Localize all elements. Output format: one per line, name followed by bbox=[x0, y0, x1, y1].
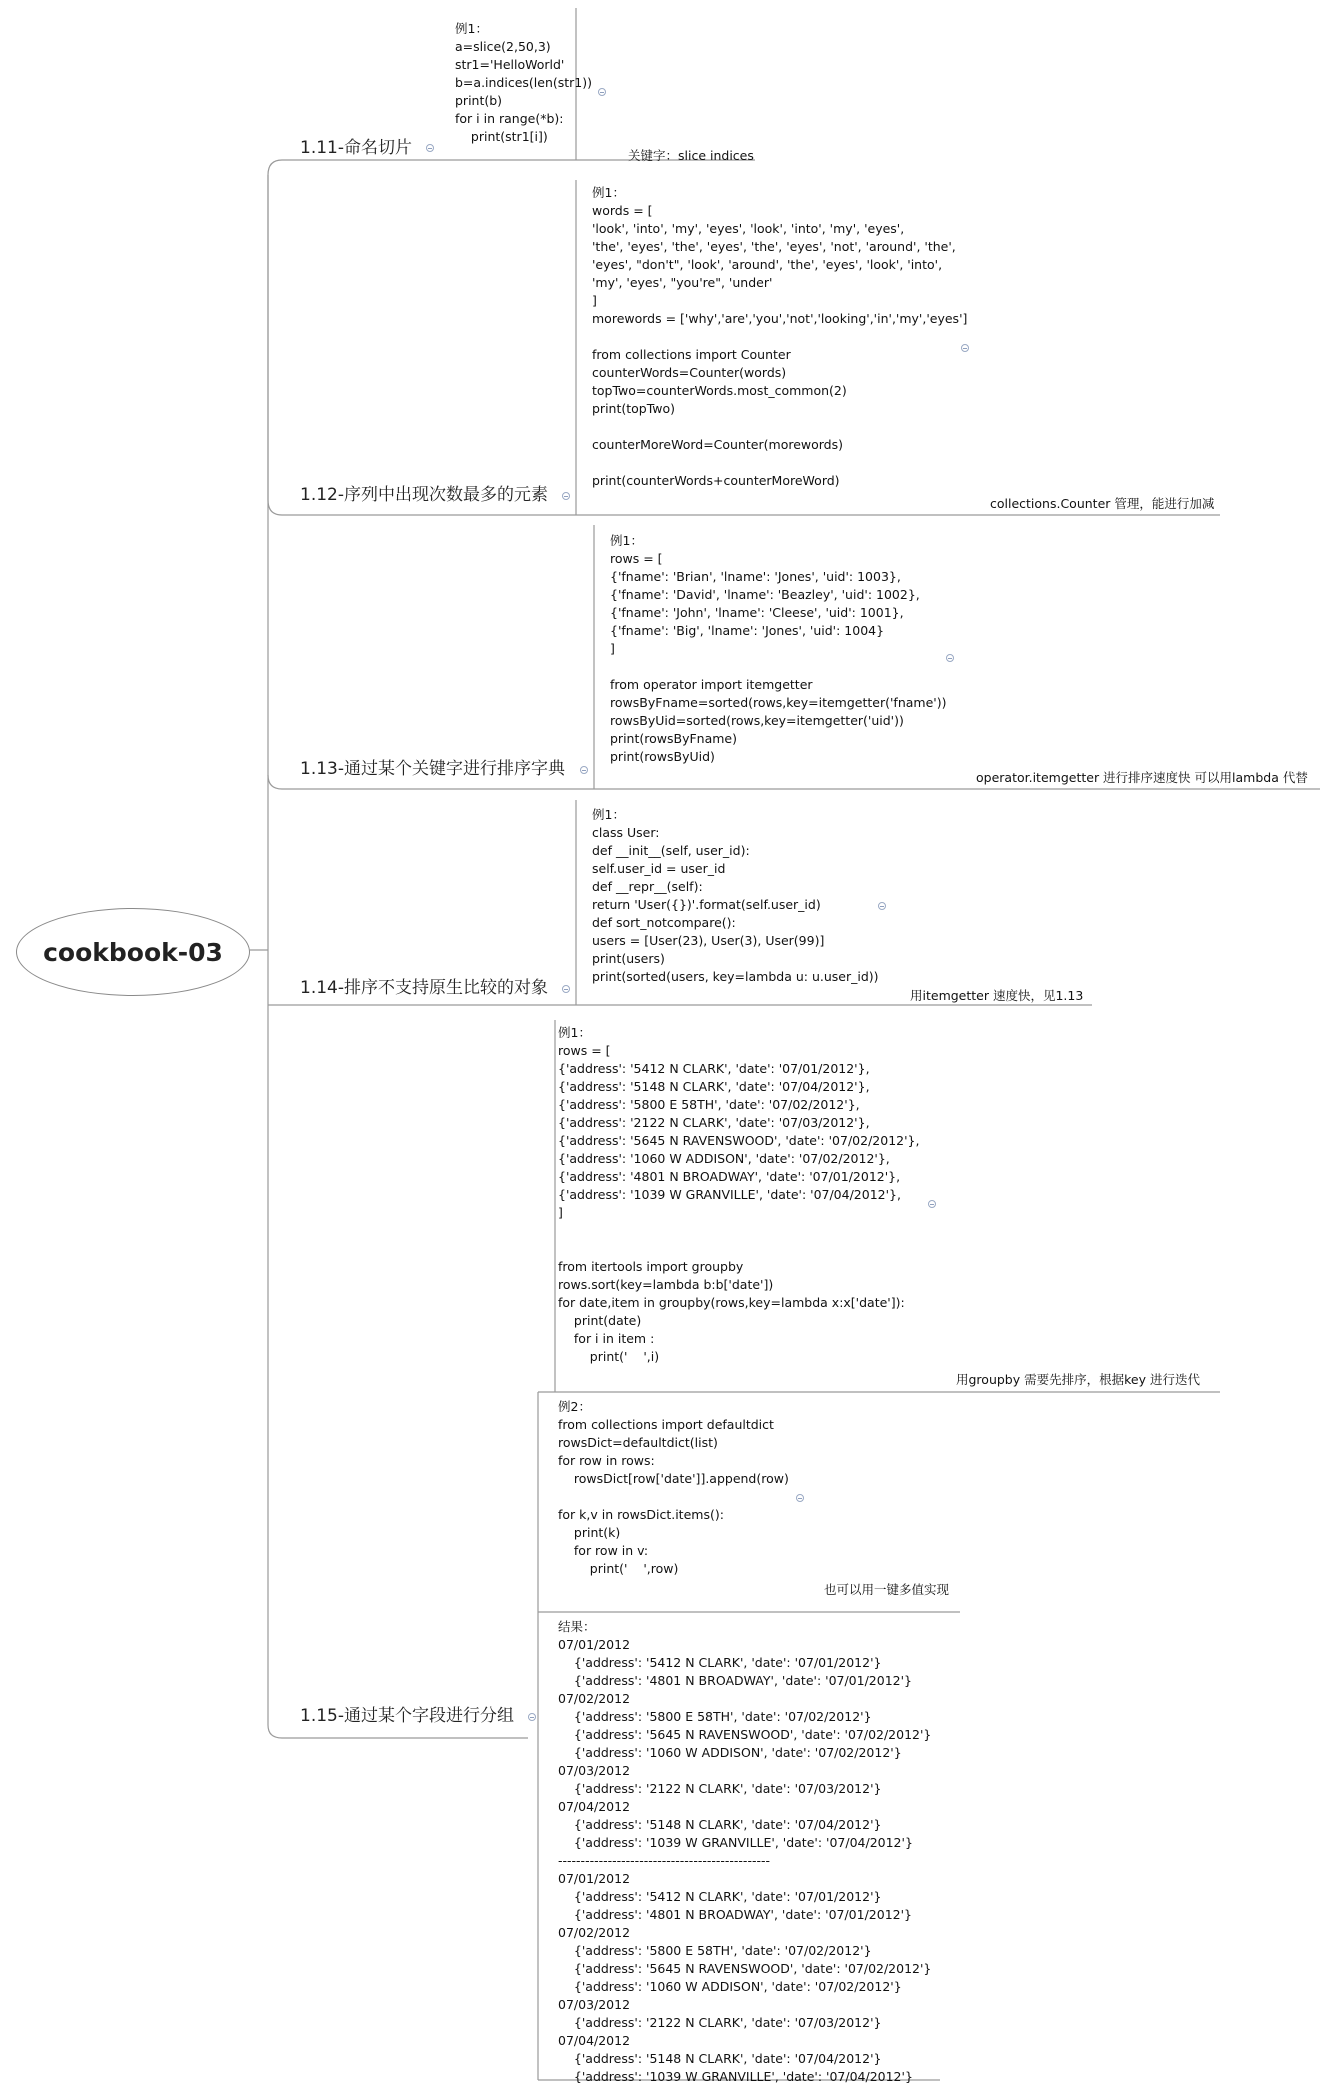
note-1-14: 例1： class User: def __init__(self, user_id): self.user_id = user_id def __repr__(self): return 'User({})'.format(self.user_id) def sort_notcompare(): users = [User(23), User(3), User(99)] print(users) print(sorted(users, key=lambda u: u.user_id)) bbox=[592, 807, 879, 984]
tag-1-14: 用itemgetter 速度快，见1.13 bbox=[910, 988, 1084, 1003]
connector-1-15 bbox=[268, 1725, 528, 1738]
topic-1-12[interactable]: 1.12-序列中出现次数最多的元素 bbox=[300, 485, 548, 505]
collapse-icon[interactable] bbox=[946, 654, 954, 662]
tag-1-11: 关键字：slice indices bbox=[628, 148, 754, 163]
note-1-15-example2: 例2： from collections import defaultdict rowsDict=defaultdict(list) for row in rows: rowsDict[row['date']].append(row) for k,v in rowsDict.items(): print(k) for row in v: print(' ',row) bbox=[558, 1399, 789, 1576]
collapse-icon[interactable] bbox=[878, 902, 886, 910]
collapse-icon[interactable] bbox=[928, 1200, 936, 1208]
collapse-icon[interactable] bbox=[528, 1713, 536, 1721]
collapse-icon[interactable] bbox=[598, 88, 606, 96]
tag-1-15-example1: 用groupby 需要先排序，根据key 进行迭代 bbox=[956, 1372, 1200, 1387]
collapse-icon[interactable] bbox=[562, 985, 570, 993]
note-1-15-result: 结果： 07/01/2012 {'address': '5412 N CLARK', 'date': '07/01/2012'} {'address': '4801 N BROADWAY', 'date': '07/01/2012'} 07/02/2012 {'address': '5800 E 58TH', 'date': '07/02/2012'} {'address': '5645 N RAVENSWOOD', 'date': '07/02/2012'} {'address': '1060 W ADDISON', 'date': '07/02/2012'} 07/03/2012 {'address': '2122 N CLARK', 'date': '07/03/2012'} 07/04/2012 {'address': '5148 N CLARK', 'date': '07/04/2012'} {'address': '1039 W GRANVILLE', 'date': '07/04/2012'} ----------------------------------------------- 07/01/2012 {'address': '5412 N CLARK', 'date': '07/01/2012'} {'address': '4801 N BROADWAY', 'date': '07/01/2012'} 07/02/2012 {'address': '5800 E 58TH', 'date': '07/02/2012'} {'address': '5645 N RAVENSWOOD', 'date': '07/02/2012'} {'address': '1060 W ADDISON', 'date': '07/02/2012'} 07/03/2012 {'address': '2122 N CLARK', 'date': '07/03/2012'} 07/04/2012 {'address': '5148 N CLARK', 'date': '07/04/2012'} {'address': '1039 W GRANVILLE', 'date': '07/04/2012'} bbox=[558, 1619, 932, 2084]
tag-1-13: operator.itemgetter 进行排序速度快 可以用lambda 代替 bbox=[976, 770, 1308, 785]
topic-1-13[interactable]: 1.13-通过某个关键字进行排序字典 bbox=[300, 759, 565, 779]
collapse-icon[interactable] bbox=[426, 144, 434, 152]
topic-1-11[interactable]: 1.11-命名切片 bbox=[300, 138, 412, 158]
collapse-icon[interactable] bbox=[562, 492, 570, 500]
note-1-13: 例1： rows = [ {'fname': 'Brian', 'lname': 'Jones', 'uid': 1003}, {'fname': 'David', 'lname': 'Beazley', 'uid': 1002}, {'fname': 'John', 'lname': 'Cleese', 'uid': 1001}, {'fname': 'Big', 'lname': 'Jones', 'uid': 1004} ] from operator import itemgetter rowsByFname=sorted(rows,key=itemgetter('fname')) rowsByUid=sorted(rows,key=itemgetter('uid')) print(rowsByFname) print(rowsByUid) bbox=[610, 533, 947, 764]
tag-1-12: collections.Counter 管理，能进行加减 bbox=[990, 496, 1215, 511]
topic-1-15[interactable]: 1.15-通过某个字段进行分组 bbox=[300, 1706, 514, 1726]
collapse-icon[interactable] bbox=[961, 344, 969, 352]
note-1-12: 例1： words = [ 'look', 'into', 'my', 'eyes', 'look', 'into', 'my', 'eyes', 'the', 'eyes', 'the', 'eyes', 'the', 'eyes', 'not', 'around', 'the', 'eyes', "don't", 'look', 'around', 'the', 'eyes', 'look', 'into', 'my', 'eyes', "you're", 'under' ] morewords = ['why','are','you','not','looking','in','my','eyes'] from collections import Counter counterWords=Counter(words) topTwo=counterWords.most_common(2) print(topTwo) counterMoreWord=Counter(morewords) print(counterWords+counterMoreWord) bbox=[592, 185, 968, 488]
root-title: cookbook-03 bbox=[43, 937, 223, 967]
collapse-icon[interactable] bbox=[580, 766, 588, 774]
root-node[interactable] bbox=[16, 908, 250, 996]
topic-1-14[interactable]: 1.14-排序不支持原生比较的对象 bbox=[300, 978, 548, 998]
collapse-icon[interactable] bbox=[796, 1494, 804, 1502]
note-1-11: 例1： a=slice(2,50,3) str1='HelloWorld' b=a.indices(len(str1)) print(b) for i in range(*b): print(str1[i]) bbox=[455, 21, 593, 144]
tag-1-15-example2: 也可以用一键多值实现 bbox=[824, 1582, 950, 1597]
note-1-15-example1: 例1： rows = [ {'address': '5412 N CLARK', 'date': '07/01/2012'}, {'address': '5148 N CLARK', 'date': '07/04/2012'}, {'address': '5800 E 58TH', 'date': '07/02/2012'}, {'address': '2122 N CLARK', 'date': '07/03/2012'}, {'address': '5645 N RAVENSWOOD', 'date': '07/02/2012'}, {'address': '1060 W ADDISON', 'date': '07/02/2012'}, {'address': '4801 N BROADWAY', 'date': '07/01/2012'}, {'address': '1039 W GRANVILLE', 'date': '07/04/2012'}, ] from itertools import groupby rows.sort(key=lambda b:b['date']) for date,item in groupby(rows,key=lambda x:x['date']): print(date) for i in item : print(' ',i) bbox=[558, 1025, 920, 1364]
